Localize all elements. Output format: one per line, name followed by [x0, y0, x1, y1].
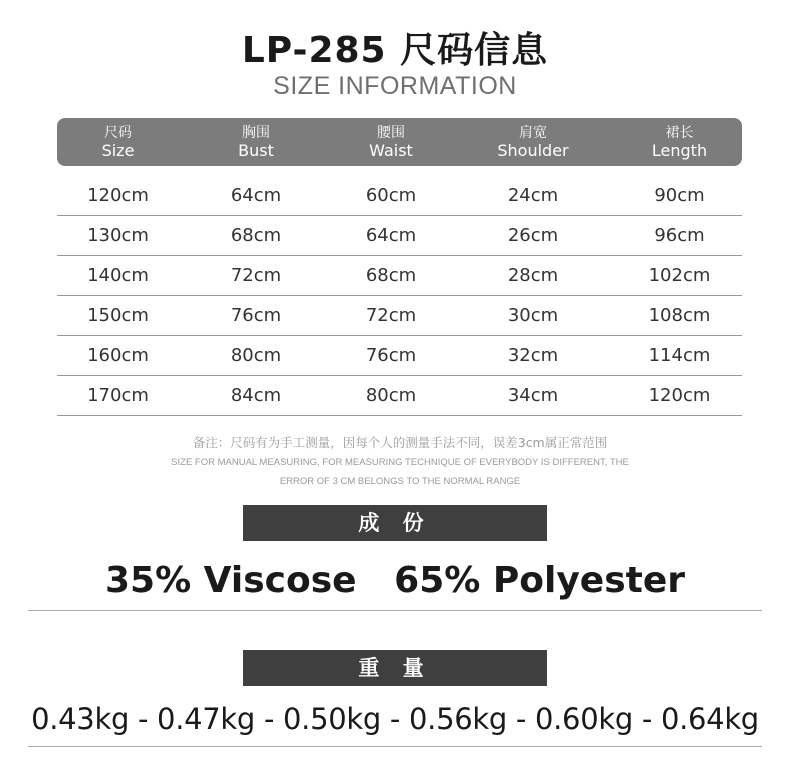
composition-banner: 成 份: [243, 505, 547, 541]
table-row: [57, 176, 742, 216]
header-size-cn: 尺码: [104, 125, 132, 141]
table-row: [57, 336, 742, 376]
cell-size: 170cm: [87, 385, 149, 406]
cell-bust: 64cm: [230, 185, 282, 206]
page-subtitle: SIZE INFORMATION: [273, 72, 517, 100]
cell-length: 96cm: [654, 225, 705, 246]
cell-shoulder: 26cm: [507, 225, 559, 246]
header-length-cn: 裙长: [665, 125, 694, 141]
header-size-en: Size: [101, 141, 135, 160]
composition-value: 35% Viscose 65% Polyester: [104, 560, 686, 601]
cell-shoulder: 34cm: [507, 385, 559, 406]
header-length: [617, 118, 742, 166]
header-waist-en: Waist: [369, 141, 413, 160]
cell-size: 120cm: [87, 185, 149, 206]
weight-banner: 重 量: [243, 650, 547, 686]
measurement-note-cn: 备注：尺码有为手工测量，因每个人的测量手法不同，误差3cm属正常范围: [192, 435, 608, 450]
cell-size: 160cm: [87, 345, 149, 366]
divider: [28, 746, 762, 747]
header-length-en: Length: [651, 141, 708, 160]
cell-length: 108cm: [648, 305, 711, 326]
cell-size: 140cm: [87, 265, 149, 286]
table-row: [57, 296, 742, 336]
cell-length: 102cm: [648, 265, 711, 286]
header-bust-en: Bust: [238, 141, 274, 160]
header-bust: [179, 118, 333, 166]
header-bust-cn: 胸围: [242, 125, 270, 141]
cell-bust: 68cm: [230, 225, 282, 246]
header-shoulder: [449, 118, 617, 166]
size-table-body: [57, 176, 742, 416]
cell-shoulder: 32cm: [507, 345, 559, 366]
cell-size: 150cm: [87, 305, 149, 326]
cell-waist: 76cm: [365, 345, 417, 366]
cell-length: 114cm: [648, 345, 711, 366]
weight-value: 0.43kg - 0.47kg - 0.50kg - 0.56kg - 0.60kg - 0.64kg: [31, 702, 759, 736]
cell-waist: 72cm: [365, 305, 417, 326]
header-shoulder-cn: 肩宽: [519, 125, 547, 141]
measurement-note-en-line1: SIZE FOR MANUAL MEASURING, FOR MEASURING TECHNIQUE OF EVERYBODY IS DIFFERENT, THE: [171, 457, 629, 468]
table-row: [57, 376, 742, 416]
cell-bust: 80cm: [230, 345, 282, 366]
cell-size: 130cm: [87, 225, 149, 246]
table-row: [57, 216, 742, 256]
cell-length: 120cm: [648, 385, 711, 406]
header-waist: [333, 118, 449, 166]
header-waist-cn: 腰围: [377, 125, 405, 141]
size-table-header: [57, 118, 742, 166]
measurement-note-en-line2: ERROR OF 3 CM BELONGS TO THE NORMAL RANGE: [279, 476, 521, 487]
cell-waist: 64cm: [365, 225, 417, 246]
cell-bust: 76cm: [230, 305, 282, 326]
header-size: [57, 118, 179, 166]
header-shoulder-en: Shoulder: [497, 141, 569, 160]
cell-length: 90cm: [654, 185, 705, 206]
cell-bust: 84cm: [230, 385, 282, 406]
cell-waist: 60cm: [365, 185, 417, 206]
page-title: LP-285 尺码信息: [241, 30, 549, 71]
divider: [28, 610, 762, 611]
cell-bust: 72cm: [230, 265, 282, 286]
cell-shoulder: 30cm: [507, 305, 559, 326]
cell-waist: 68cm: [365, 265, 417, 286]
cell-shoulder: 24cm: [507, 185, 559, 206]
cell-waist: 80cm: [365, 385, 417, 406]
table-row: [57, 256, 742, 296]
cell-shoulder: 28cm: [507, 265, 559, 286]
